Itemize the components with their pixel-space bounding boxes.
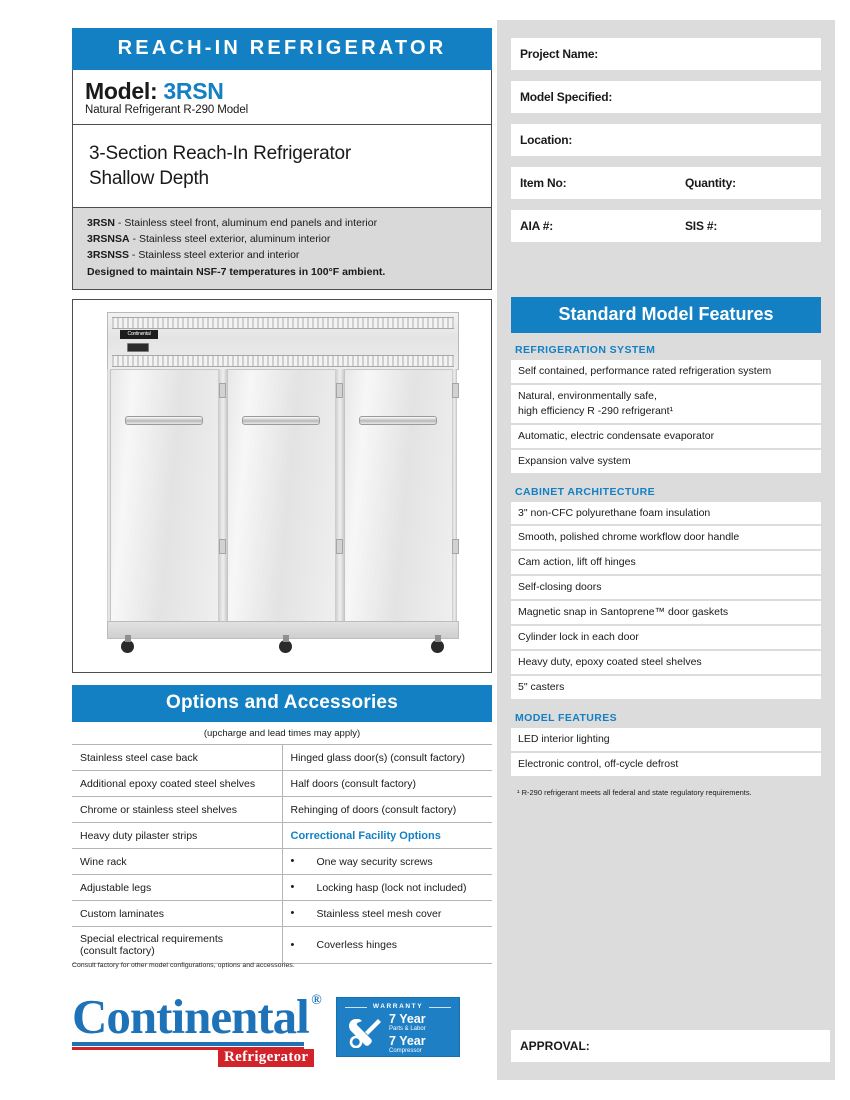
- option-left: Stainless steel case back: [72, 745, 282, 771]
- brand-name: [72, 989, 321, 1044]
- door-handle-icon: [125, 416, 203, 425]
- options-subtitle: (upcharge and lead times may apply): [72, 722, 492, 744]
- option-left: Custom laminates: [72, 901, 282, 927]
- brand-subtitle: Refrigerator: [218, 1049, 314, 1067]
- bullet-item: [291, 939, 487, 951]
- warranty-parts-label: Parts & Labor: [389, 1026, 426, 1033]
- bullet-icon: •: [290, 855, 295, 868]
- option-right: Rehinging of doors (consult factory): [282, 797, 492, 823]
- hinge-icon: [452, 383, 459, 398]
- feature-item: 3" non-CFC polyurethane foam insulation: [511, 502, 821, 525]
- option-right: [282, 927, 492, 964]
- control-panel-icon: [127, 343, 149, 352]
- option-right: [282, 875, 492, 901]
- caster-icon: [431, 635, 446, 653]
- variant-text: - Stainless steel exterior and interior: [129, 248, 300, 261]
- page-title: REACH-IN REFRIGERATOR: [72, 28, 492, 70]
- feature-item: Cam action, lift off hinges: [511, 551, 821, 574]
- options-table: [72, 744, 492, 964]
- table-row: [72, 875, 492, 901]
- model-number: 3RSN: [163, 78, 224, 104]
- door-right: [344, 369, 453, 623]
- variant-row: [87, 216, 477, 232]
- section-heading-refrigeration: REFRIGERATION SYSTEM: [515, 344, 656, 356]
- model-label: Model:: [85, 78, 158, 104]
- bullet-label: One way security screws: [316, 855, 433, 868]
- feature-item: Smooth, polished chrome workflow door handle: [511, 526, 821, 549]
- bullet-item: [291, 882, 487, 894]
- field-approval[interactable]: [511, 1030, 830, 1062]
- field-model-specified[interactable]: [511, 81, 821, 113]
- field-label: Location:: [520, 133, 573, 147]
- wrench-screwdriver-icon: [347, 1016, 381, 1048]
- features-footnote: ¹ R-290 refrigerant meets all federal and state regulatory requirements.: [517, 787, 752, 797]
- caster-icon: [279, 635, 294, 653]
- hinge-icon: [219, 383, 226, 398]
- field-label: AIA #:: [520, 219, 554, 233]
- option-right: [282, 849, 492, 875]
- field-label: Project Name:: [520, 47, 599, 61]
- bullet-label: Stainless steel mesh cover: [316, 907, 442, 920]
- hinge-icon: [336, 539, 343, 554]
- table-row: [72, 771, 492, 797]
- warranty-title: WARRANTY: [372, 1003, 424, 1010]
- field-location[interactable]: [511, 124, 821, 156]
- table-row: [72, 849, 492, 875]
- feature-item: Magnetic snap in Santoprene™ door gaskets: [511, 601, 821, 624]
- model-variants-box: [72, 208, 492, 290]
- option-left: Chrome or stainless steel shelves: [72, 797, 282, 823]
- feature-item: Cylinder lock in each door: [511, 626, 821, 649]
- feature-item: Natural, environmentally safe, high efficiency R -290 refrigerant¹: [511, 385, 821, 423]
- variant-code: 3RSNSA: [87, 233, 130, 246]
- hinge-icon: [336, 383, 343, 398]
- refrigerator-illustration: [101, 312, 463, 660]
- table-row: [72, 797, 492, 823]
- bullet-icon: •: [290, 938, 295, 951]
- section-heading-model: MODEL FEATURES: [515, 711, 618, 724]
- variant-text: - Stainless steel front, aluminum end panels and interior: [115, 217, 378, 230]
- field-label: APPROVAL:: [520, 1039, 590, 1053]
- description-box: [72, 125, 492, 208]
- door-left: [110, 369, 219, 623]
- option-left: Wine rack: [72, 849, 282, 875]
- variant-code: 3RSNSS: [87, 248, 130, 261]
- field-label-sis: SIS #:: [685, 219, 718, 233]
- table-row: [72, 745, 492, 771]
- feature-item: 5" casters: [511, 676, 821, 699]
- product-photo: [72, 299, 492, 673]
- option-left: Special electrical requirements (consult factory): [72, 927, 282, 964]
- top-condenser-unit: [107, 312, 459, 370]
- door-group: [107, 369, 457, 627]
- project-form: [511, 38, 821, 253]
- options-title: Options and Accessories: [72, 685, 492, 722]
- warranty-badge: [336, 997, 460, 1057]
- field-project-name[interactable]: [511, 38, 821, 70]
- bullet-label: Coverless hinges: [316, 939, 398, 952]
- feature-item: Electronic control, off-cycle defrost: [511, 753, 821, 776]
- variant-row: [87, 248, 477, 264]
- bullet-label: Locking hasp (lock not included): [316, 881, 467, 894]
- features-panel: [511, 340, 821, 797]
- section-heading-cabinet: CABINET ARCHITECTURE: [515, 485, 656, 498]
- table-row: [72, 927, 492, 964]
- brand-name-text: Continental: [72, 989, 309, 1044]
- feature-item: Self contained, performance rated refrigeration system: [511, 360, 821, 383]
- bullet-item: [291, 908, 487, 920]
- bullet-item: [291, 856, 487, 868]
- door-center: [227, 369, 336, 623]
- field-label-quantity: Quantity:: [685, 176, 736, 190]
- description-title: [89, 141, 477, 191]
- warranty-compressor-years: 7 Year: [389, 1034, 426, 1049]
- model-line: [85, 79, 479, 103]
- left-column: [72, 28, 492, 964]
- option-left: Additional epoxy coated steel shelves: [72, 771, 282, 797]
- nameplate-badge: Continental: [120, 330, 158, 339]
- feature-item: Automatic, electric condensate evaporator: [511, 425, 821, 448]
- field-label: Item No:: [520, 176, 567, 190]
- vent-grille-top: [112, 317, 454, 329]
- correctional-options-heading: Correctional Facility Options: [282, 823, 492, 849]
- description-line-1: 3-Section Reach-In Refrigerator: [89, 143, 352, 165]
- cabinet-edge-right: [452, 369, 457, 621]
- field-aia-sis[interactable]: [511, 210, 821, 242]
- features-panel-title: Standard Model Features: [511, 297, 821, 333]
- description-line-2: Shallow Depth: [89, 168, 209, 190]
- door-handle-icon: [359, 416, 437, 425]
- variant-code: 3RSN: [87, 217, 116, 230]
- warranty-compressor-label: Compressor: [389, 1048, 422, 1055]
- option-right: Hinged glass door(s) (consult factory): [282, 745, 492, 771]
- caster-icon: [121, 635, 136, 653]
- option-left: Heavy duty pilaster strips: [72, 823, 282, 849]
- warranty-terms: [389, 1013, 426, 1058]
- option-left: Adjustable legs: [72, 875, 282, 901]
- feature-item: LED interior lighting: [511, 728, 821, 751]
- option-right: Half doors (consult factory): [282, 771, 492, 797]
- door-handle-icon: [242, 416, 320, 425]
- table-row: [72, 823, 492, 849]
- model-subtitle: Natural Refrigerant R-290 Model: [85, 104, 249, 117]
- option-right: [282, 901, 492, 927]
- table-row: [72, 901, 492, 927]
- registered-mark: ®: [311, 993, 321, 1008]
- field-label: Model Specified:: [520, 90, 613, 104]
- vent-grille-bottom: [112, 355, 454, 367]
- bullet-icon: •: [290, 907, 295, 920]
- consult-note: Consult factory for other model configurations, options and accessories.: [72, 962, 295, 969]
- feature-item: Heavy duty, epoxy coated steel shelves: [511, 651, 821, 674]
- variants-note: Designed to maintain NSF-7 temperatures in 100°F ambient.: [87, 265, 386, 278]
- hinge-icon: [452, 539, 459, 554]
- warranty-parts-years: 7 Year: [389, 1012, 426, 1026]
- feature-item: Self-closing doors: [511, 576, 821, 599]
- variant-row: [87, 232, 477, 248]
- hinge-icon: [219, 539, 226, 554]
- model-box: [72, 70, 492, 125]
- bullet-icon: •: [290, 881, 295, 894]
- feature-item: Expansion valve system: [511, 450, 821, 473]
- field-item-no-quantity[interactable]: [511, 167, 821, 199]
- variant-text: - Stainless steel exterior, aluminum interior: [129, 233, 331, 246]
